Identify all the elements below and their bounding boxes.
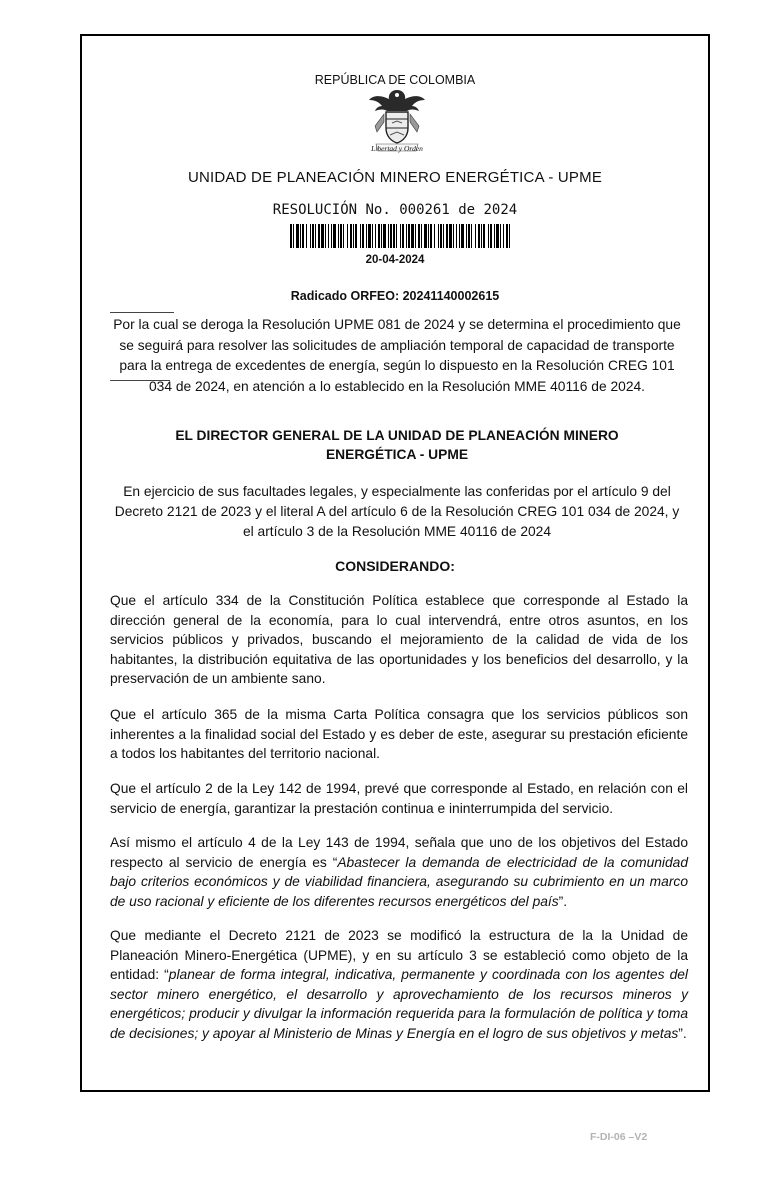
director-heading: EL DIRECTOR GENERAL DE LA UNIDAD DE PLANEACIÓN MINERO ENERGÉTICA - UPME [175,428,619,462]
resolution-date: 20-04-2024 [365,254,425,266]
strikethrough-mark [110,380,170,381]
quoted-text: planear de forma integral, indicativa, permanente y coordinada con los agentes del sector minero energético, el desarrollo y aprovechamiento de los recursos mineros y energéticos; producir y divulgar la información requerida para la formulación de política y toma de decisiones; y apoyar al Ministerio de Minas y Energía en el logro de sus objetivos y metas [110,967,688,1041]
paragraph-text: ”. [558,893,568,909]
unit-name: UNIDAD DE PLANEACIÓN MINERO ENERGÉTICA - UPME [187,169,603,186]
considering-paragraph: Que el artículo 365 de la misma Carta Política consagra que los servicios públicos son inherentes a la finalidad social del Estado y es deber de este, asegurar su prestación eficiente a todos los habitantes del territorio nacional. [110,707,688,761]
resolution-number: RESOLUCIÓN No. 000261 de 2024 [272,202,518,218]
exercise-clause: En ejercicio de sus facultades legales, y especialmente las conferidas por el artículo 9 del Decreto 2121 de 2023 y el literal A del artículo 6 de la Resolución CREG 101 034 de 2024, y el artículo 3 de la Resolución MME 40116 de 2024 [114,484,680,539]
paragraph-text: Que mediante el Decreto 2121 de 2023 se modificó la estructura de la la Unidad de Planeación Minero-Energética (UPME), y en su artículo 3 se estableció como objeto de la entidad: “ [110,928,688,982]
resolution-summary: Por la cual se deroga la Resolución UPME 081 de 2024 y se determina el procedimiento que se seguirá para resolver las solicitudes de ampliación temporal de capacidad de transporte para la entrega de excedentes de energía, según lo dispuesto en la Resolución CREG 101 034 de 2024, en atención a lo establecido en la Resolución MME 40116 de 2024. [113,317,681,394]
radicado-number: Radicado ORFEO: 20241140002615 [290,289,500,303]
quoted-text: Abastecer la demanda de electricidad de la comunidad bajo criterios económicos y de viabilidad financiera, asegurando su cubrimiento en un marco de uso racional y eficiente de los diferentes recursos energéticos del país [110,854,688,909]
republic-heading: REPÚBLICA DE COLOMBIA [314,73,476,87]
considering-paragraph: Que el artículo 334 de la Constitución Política establece que corresponde al Estado la dirección general de la economía, para lo cual intervendrá, entre otros asuntos, en los servicios públicos y privados, buscando el mejoramiento de la calidad de vida de los habitantes, la distribución equitativa de las oportunidades y los beneficios del desarrollo, y la preservación de un ambiente sano. [110,593,688,686]
form-code: F-DI-06 –V2 [590,1131,648,1143]
considering-paragraph [110,926,688,1043]
considering-paragraph [110,833,688,911]
considering-heading: CONSIDERANDO: [335,558,455,574]
underline-mark [110,312,174,313]
paragraph-text: Así mismo el artículo 4 de la Ley 143 de 1994, señala que uno de los objetivos del Estado respecto al servicio de energía es “ [110,835,688,870]
seal-motto: Libertad y Orden [371,144,423,153]
paragraph-text: ”. [678,1025,687,1041]
barcode-icon [290,224,510,248]
document-frame [80,34,710,1092]
considering-paragraph: Que el artículo 2 de la Ley 142 de 1994, prevé que corresponde al Estado, en relación con el servicio de energía, garantizar la prestación continua e ininterrumpida del servicio. [110,781,688,816]
